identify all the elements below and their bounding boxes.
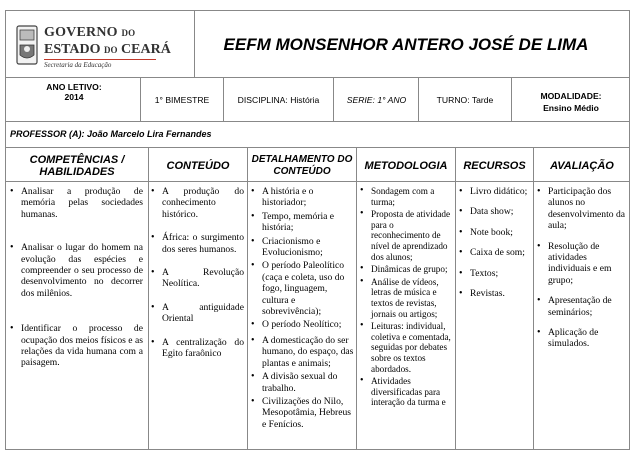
row-divider — [6, 181, 629, 182]
header-competencias: COMPETÊNCIAS / HABILIDADES — [29, 154, 125, 178]
list-item: • A antiguidade Oriental — [150, 302, 244, 325]
col-divider — [356, 147, 357, 450]
list-item: • A Revolução Neolítica. — [150, 267, 244, 290]
list-item: • O período Neolítico; — [250, 319, 354, 330]
list-item: • Apresentação de seminários; — [536, 295, 628, 318]
logo-line-1: GOVERNO DO — [44, 25, 136, 40]
serie: SERIE: 1° ANO — [346, 95, 407, 105]
list-item: • Sondagem com a turma; — [359, 186, 453, 207]
col-divider — [148, 147, 149, 450]
state-crest-icon — [16, 25, 38, 65]
list-item: • Analisar a produção de memória pelas sociedades humanas. — [9, 186, 143, 220]
list-item: • Participação dos alunos no desenvolvimento da aula; — [536, 186, 628, 232]
list-item: • Leituras: individual, coletiva e comentada, seguidas por debates sobre os textos abordados. — [359, 321, 453, 374]
recursos-list — [458, 186, 532, 310]
header-conteudo: CONTEÚDO — [166, 160, 230, 172]
list-item: • Revistas. — [458, 288, 532, 299]
list-item: • A centralização do Egito faraônico — [150, 337, 244, 360]
logo-rule — [44, 59, 156, 60]
logo-line-2: ESTADO DO CEARÁ — [44, 42, 171, 57]
list-item: • Atividades diversificadas para interação da turma e — [359, 376, 453, 408]
metodologia-list — [359, 186, 453, 410]
col-divider — [533, 147, 534, 450]
header-detalhamento: DETALHAMENTO DO CONTEÚDO — [251, 154, 353, 177]
list-item: • Textos; — [458, 268, 532, 279]
col-divider — [223, 77, 224, 121]
logo-line-3: Secretaria da Educação — [44, 61, 112, 69]
list-item: • Civilizações do Nilo, Mesopotâmia, Hebreus e Fenícios. — [250, 396, 354, 430]
col-divider — [247, 147, 248, 450]
school-title: EEFM MONSENHOR ANTERO JOSÉ DE LIMA — [223, 35, 589, 54]
ano-letivo-label: ANO LETIVO: — [46, 82, 102, 92]
header-metodologia: METODOLOGIA — [364, 160, 448, 172]
col-divider — [511, 77, 512, 121]
list-item: • Note book; — [458, 227, 532, 238]
col-divider — [455, 147, 456, 450]
list-item: • Proposta de atividade para o reconhecimento de nível de aprendizado dos alunos; — [359, 209, 453, 262]
list-item: • Analisar o lugar do homem na evolução das espécies e compreender o seu processo de desenvolvimento no decorrer dos milênios. — [9, 242, 143, 299]
list-item: • Resolução de atividades individuais e em grupo; — [536, 241, 628, 287]
row-divider — [6, 77, 629, 78]
header-recursos: RECURSOS — [463, 160, 526, 172]
list-item: • Aplicação de simulados. — [536, 327, 628, 350]
col-divider — [418, 77, 419, 121]
list-item: • Tempo, memória e história; — [250, 211, 354, 234]
list-item: • Análise de vídeos, letras de música e textos de revistas, jornais ou artigos; — [359, 277, 453, 319]
list-item: • Caixa de som; — [458, 247, 532, 258]
col-divider — [140, 77, 141, 121]
row-divider — [6, 147, 629, 148]
ano-letivo-value: 2014 — [64, 92, 84, 102]
col-divider — [194, 11, 195, 77]
bimestre: 1° BIMESTRE — [154, 95, 210, 105]
avaliacao-list — [536, 186, 628, 361]
list-item: • A divisão sexual do trabalho. — [250, 371, 354, 394]
competencias-list — [9, 186, 143, 380]
list-item: • Dinâmicas de grupo; — [359, 264, 453, 275]
modalidade-value: Ensino Médio — [543, 103, 599, 113]
detalhamento-list — [250, 186, 354, 432]
turno: TURNO: Tarde — [436, 95, 494, 105]
row-divider — [6, 121, 629, 122]
list-item: • Identificar o processo de ocupação dos meios físicos e as relações da vida humana com a paisagem. — [9, 323, 143, 369]
modalidade-label: MODALIDADE: — [540, 91, 602, 101]
list-item: • A produção do conhecimento histórico. — [150, 186, 244, 220]
header-avaliacao: AVALIAÇÃO — [550, 160, 614, 172]
disciplina: DISCIPLINA: História — [237, 95, 320, 105]
list-item: • A domesticação do ser humano, do espaço, das plantas e animais; — [250, 335, 354, 369]
plan-sheet — [5, 10, 630, 450]
list-item: • O período Paleolítico (caça e coleta, uso do fogo, linguagem, cultura e sobrevivência); — [250, 260, 354, 317]
government-logo — [16, 23, 171, 77]
col-divider — [333, 77, 334, 121]
modalidade — [513, 90, 629, 114]
list-item: • África: o surgimento dos seres humanos. — [150, 232, 244, 255]
list-item: • A história e o historiador; — [250, 186, 354, 209]
ano-letivo — [10, 82, 138, 102]
list-item: • Criacionismo e Evolucionismo; — [250, 236, 354, 259]
professor: PROFESSOR (A): João Marcelo Lira Fernandes — [10, 129, 212, 139]
conteudo-list — [150, 186, 244, 370]
list-item: • Livro didático; — [458, 186, 532, 197]
list-item: • Data show; — [458, 206, 532, 217]
